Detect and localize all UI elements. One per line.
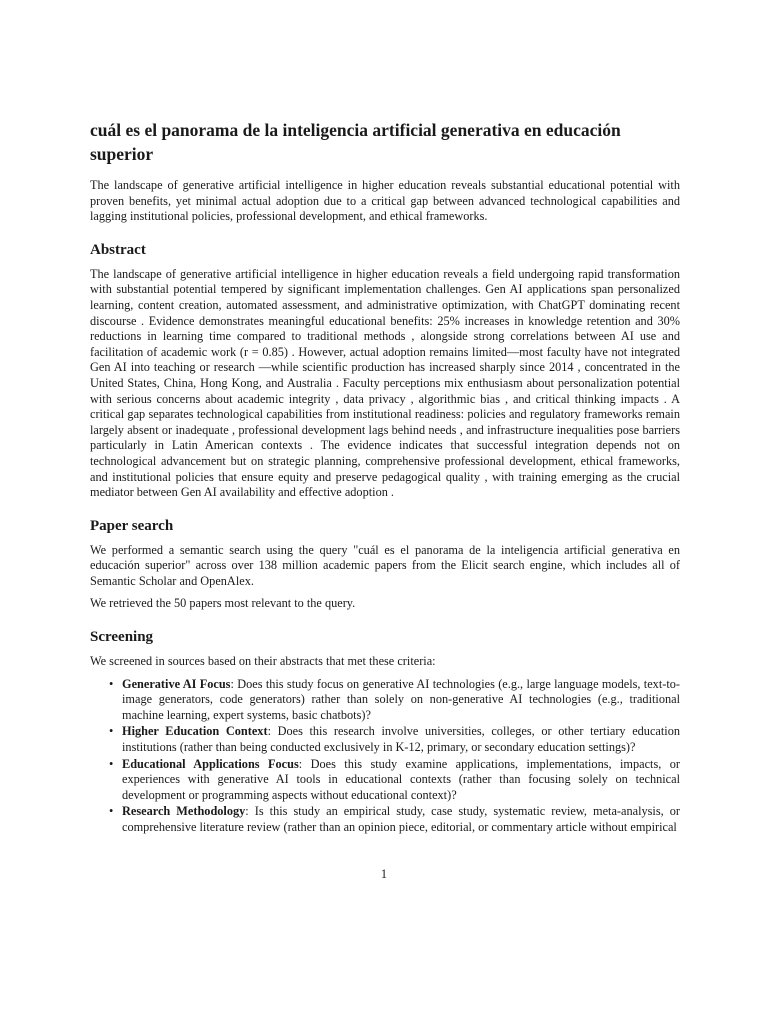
screening-heading: Screening bbox=[90, 629, 154, 646]
criterion-label: Educational Applications Focus bbox=[122, 756, 299, 771]
page-content bbox=[90, 118, 680, 837]
page-number: 1 bbox=[380, 867, 388, 881]
criterion-label: Research Methodology bbox=[122, 804, 246, 819]
criterion-text: : Does this research involve universities, colleges, or other tertiary education institutions (rather than being conducted exclusively in K-12, primary, or secondary education settings)? bbox=[122, 724, 680, 755]
criterion-text: : Does this study focus on generative AI technologies (e.g., large language models, text-to-image generators, code generators) rather than solely on non-generative AI technologies (e.g., traditional machine learning, expert systems, basic chatbots)? bbox=[122, 676, 680, 722]
criterion-text: : Is this study an empirical study, case study, systematic review, meta-analysis, or comprehensive literature review (rather than an opinion piece, editorial, or commentary article without empirical bbox=[122, 804, 680, 834]
paper-search-heading: Paper search bbox=[90, 517, 174, 534]
summary-paragraph: The landscape of generative artificial intelligence in higher education reveals substantial educational potential with proven benefits, yet minimal actual adoption due to a critical gap between advanced technological capabilities and lagging institutional policies, professional development, and ethical frameworks. bbox=[90, 178, 680, 224]
abstract-heading: Abstract bbox=[90, 241, 146, 258]
screening-intro: We screened in sources based on their abstracts that met these criteria: bbox=[90, 654, 436, 669]
criterion-text: : Does this study examine applications, implementations, impacts, or experiences with generative AI tools in educational contexts (rather than focusing solely on technical development or programming aspects without educational context)? bbox=[122, 756, 680, 802]
abstract-paragraph: The landscape of generative artificial intelligence in higher education reveals a field undergoing rapid transformation with substantial potential tempered by significant implementation challenges. Gen AI applications span personalized learning, content creation, automated assessment, and administrative optimization, with ChatGPT dominating recent discourse . Evidence demonstrates meaningful educational benefits: 25% increases in knowledge retention and 30% reductions in learning time compared to traditional methods , alongside strong correlations between AI use and facilitation of academic work (r = 0.85) . However, actual adoption remains limited—most faculty have not integrated Gen AI into teaching or research —while scientific production has increased sharply since 2014 , concentrated in the United States, China, Hong Kong, and Australia . Faculty perceptions mix enthusiasm about personalization potential with serious concerns about academic integrity , data privacy , algorithmic bias , and critical thinking impacts . A critical gap separates technological capabilities from institutional readiness: policies and regulatory frameworks remain largely absent or inadequate , professional development lags behind needs , and infrastructure inequalities pose barriers particularly in Latin American contexts . The evidence indicates that successful integration depends not on technological advancement but on strategic planning, comprehensive professional development, ethical frameworks, and institutional policies that ensure equity and preserve pedagogical quality , with training emerging as the crucial mediator between Gen AI availability and effective adoption . bbox=[90, 266, 680, 500]
criterion-item bbox=[122, 757, 680, 804]
criterion-item bbox=[122, 724, 680, 755]
paper-search-paragraph-2: We retrieved the 50 papers most relevant to the query. bbox=[90, 596, 356, 611]
criterion-item bbox=[122, 804, 680, 835]
criterion-label: Generative AI Focus bbox=[122, 676, 231, 691]
paper-search-paragraph-1: We performed a semantic search using the query "cuál es el panorama de la inteligencia artificial generativa en educación superior" across over 138 million academic papers from the Elicit search engine, which includes all of Semantic Scholar and OpenAlex. bbox=[90, 542, 680, 588]
criterion-item bbox=[122, 677, 680, 724]
criterion-label: Higher Education Context bbox=[122, 724, 268, 739]
page-title: cuál es el panorama de la inteligencia artificial generativa en educación superior bbox=[90, 120, 621, 164]
screening-criteria-list bbox=[90, 677, 680, 836]
